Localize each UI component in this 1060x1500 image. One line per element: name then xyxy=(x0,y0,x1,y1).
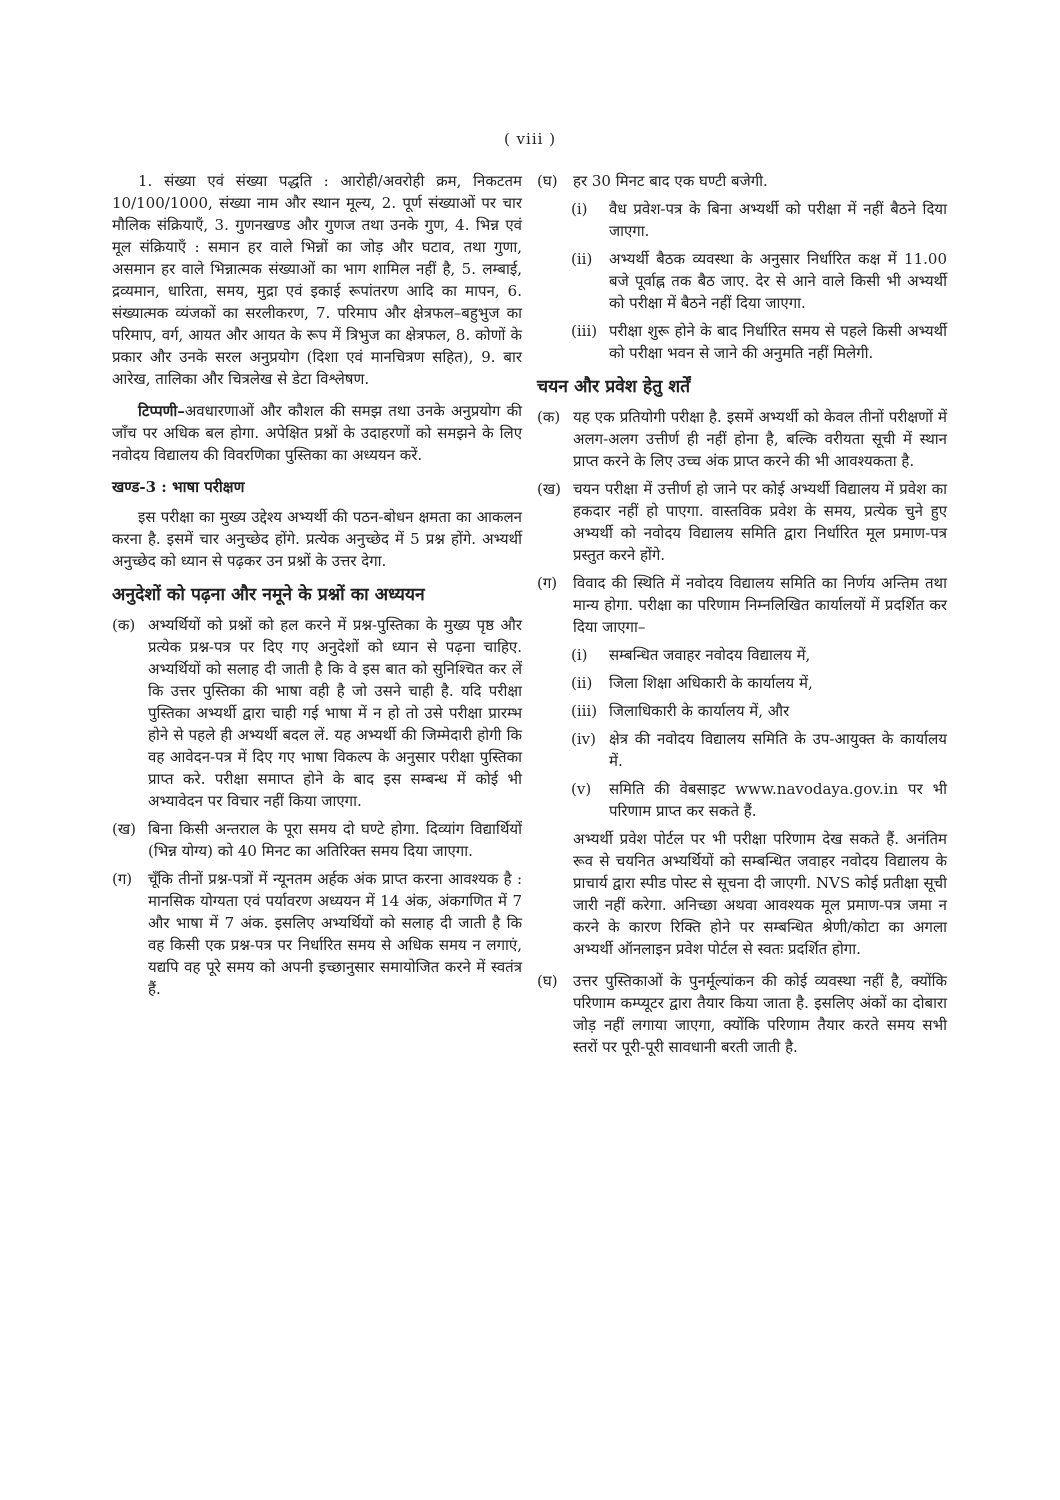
item-text: विवाद की स्थिति में नवोदय विद्यालय समिति का निर्णय अन्तिम तथा मान्य होगा. परीक्षा का परिणाम निम्नलिखित कार्यालयों में प्रदर्शित कर दिया जाएगा– xyxy=(573,574,947,636)
item-marker: (घ) xyxy=(537,972,558,990)
right-column xyxy=(537,170,947,1064)
item-text: चूँकि तीनों प्रश्न-पत्रों में न्यूनतम अर्हक अंक प्राप्त करना आवश्यक है : मानसिक योग्यता एवं पर्यावरण अध्ययन में 14 अंक, अंकगणित में 7 और भाषा में 7 अंक. इसलिए अभ्यर्थियों को सलाह दी जाती है कि वह किसी एक प्रश्न-पत्र पर निर्धारित समय से अधिक समय न लगाएं, यद्यपि वह पूरे समय को अपनी इच्छानुसार समायोजित करने में स्वतंत्र हैं. xyxy=(148,870,522,998)
item-text: चयन परीक्षा में उत्तीर्ण हो जाने पर कोई अभ्यर्थी विद्यालय में प्रवेश का हकदार नहीं हो पाएगा. वास्तविक प्रवेश के समय, प्रत्येक चुने हुए अभ्यर्थी को नवोदय विद्यालय समिति द्वारा निर्धारित मूल प्रमाण-पत्र प्रस्तुत करने होंगे. xyxy=(573,480,947,564)
syllabus-paragraph: 1. संख्या एवं संख्या पद्धति : आरोही/अवरोही क्रम, निकटतम 10/100/1000, संख्या नाम और स्थान मूल्य, 2. पूर्ण संख्याओं पर चार मौलिक संक्रियाएँ, 3. गुणनखण्ड और गुणज तथा उनके गुण, 4. भिन्न एवं मूल संक्रियाएँ : समान हर वाले भिन्नों का जोड़ और घटाव, तथा गुणा, असमान हर वाले भिन्नात्मक संख्याओं का भाग शामिल नहीं है, 5. लम्बाई, द्रव्यमान, धारिता, समय, मुद्रा एवं इकाई रूपांतरण आदि का मापन, 6. संख्यात्मक व्यंजकों का सरलीकरण, 7. परिमाप और क्षेत्रफल–बहुभुज का परिमाप, वर्ग, आयत और आयत के रूप में त्रिभुज का क्षेत्रफल, 8. कोणों के प्रकार और उनके सरल अनुप्रयोग (दिशा एवं मानचित्रण सहित), 9. बार आरेख, तालिका और चित्रलेख से डेटा विश्लेषण. xyxy=(112,172,522,388)
item-marker: (ग) xyxy=(537,574,558,592)
item-marker: (ख) xyxy=(112,820,136,838)
item-marker: (क) xyxy=(112,616,136,634)
page-number: ( viii ) xyxy=(503,130,557,148)
conditions-heading: चयन और प्रवेश हेतु शर्तें xyxy=(537,377,691,397)
item-marker: (ग) xyxy=(112,870,133,888)
bell-item xyxy=(537,170,947,192)
sub-item xyxy=(571,728,947,772)
item-text: अभ्यर्थियों को प्रश्नों को हल करने में प्रश्न-पुस्तिका के मुख्य पृष्ठ और प्रत्येक प्रश्न-पत्र पर दिए गए अनुदेशों को ध्यान से पढ़ना चाहिए. अभ्यर्थियों को सलाह दी जाती है कि वे इस बात को सुनिश्चित कर लें कि उत्तर पुस्तिका की भाषा वही है जो उसने चाही है. यदि परीक्षा पुस्तिका अभ्यर्थी द्वारा चाही गई भाषा में न हो तो उसे परीक्षा प्रारम्भ होने से पहले ही अभ्यर्थी बदल लें. यह अभ्यर्थी की जिम्मेदारी होगी कि वह आवेदन-पत्र में दिए गए भाषा विकल्प के अनुसार परीक्षा पुस्तिका प्राप्त करे. परीक्षा समाप्त होने के बाद इस सम्बन्ध में कोई भी अभ्यावेदन पर विचार नहीं किया जाएगा. xyxy=(148,616,522,810)
instruction-item xyxy=(112,818,522,862)
sub-item xyxy=(571,320,947,364)
sub-text: समिति की वेबसाइट www.navodaya.gov.in पर भी परिणाम प्राप्त कर सकते हैं. xyxy=(609,780,947,820)
item-marker: (क) xyxy=(537,408,561,426)
item-text: उत्तर पुस्तिकाओं के पुनर्मूल्यांकन की कोई व्यवस्था नहीं है, क्योंकि परिणाम कम्प्यूटर द्वारा तैयार किया जाता है. इसलिए अंकों का दोबारा जोड़ नहीं लगाया जाएगा, क्योंकि परिणाम तैयार करते समय सभी स्तरों पर पूरी-पूरी सावधानी बरती जाती है. xyxy=(573,972,947,1056)
sub-item xyxy=(571,672,947,694)
sub-text: जिलाधिकारी के कार्यालय में, और xyxy=(609,702,790,720)
sub-marker: (ii) xyxy=(571,674,593,692)
section3-text: इस परीक्षा का मुख्य उद्देश्य अभ्यर्थी की पठन-बोधन क्षमता का आकलन करना है. इसमें चार अनुच्छेद होंगे. प्रत्येक अनुच्छेद में 5 प्रश्न होंगे. अभ्यर्थी अनुच्छेद को ध्यान से पढ़कर उन प्रश्नों के उत्तर देगा. xyxy=(112,508,522,570)
left-column xyxy=(112,170,522,1006)
item-text: बिना किसी अन्तराल के पूरा समय दो घण्टे होगा. दिव्यांग विद्यार्थियों (भिन्न योग्य) को 40 मिनट का अतिरिक्त समय दिया जाएगा. xyxy=(148,820,522,860)
condition-item xyxy=(537,572,947,638)
revaluation-item xyxy=(537,970,947,1058)
note-text: अवधारणाओं और कौशल की समझ तथा उनके अनुप्रयोग की जाँच पर अधिक बल होगा. अपेक्षित प्रश्नों के उदाहरणों को समझने के लिए नवोदय विद्यालय की विवरणिका पुस्तिका का अध्ययन करें. xyxy=(112,402,522,464)
instruction-item xyxy=(112,868,522,1000)
sub-marker: (iv) xyxy=(571,730,596,748)
portal-paragraph: अभ्यर्थी प्रवेश पोर्टल पर भी परीक्षा परिणाम देख सकते हैं. अनंतिम रूव से चयनित अभ्यर्थियों को सम्बन्धित जवाहर नवोदय विद्यालय के प्राचार्य द्वारा स्पीड पोस्ट से सूचना दी जाएगी. NVS कोई प्रतीक्षा सूची जारी नहीं करेगा. अनिच्छा अथवा आवश्यक मूल प्रमाण-पत्र जमा न करने के कारण रिक्ति होने पर सम्बन्धित श्रेणी/कोटा का अगला अभ्यर्थी ऑनलाइन प्रवेश पोर्टल से स्वतः प्रदर्शित होगा. xyxy=(573,830,947,958)
sub-marker: (ii) xyxy=(571,250,593,268)
sub-text: क्षेत्र की नवोदय विद्यालय समिति के उप-आयुक्त के कार्यालय में. xyxy=(609,730,947,770)
sub-item xyxy=(571,778,947,822)
sub-text: परीक्षा शुरू होने के बाद निर्धारित समय से पहले किसी अभ्यर्थी को परीक्षा भवन से जाने की अनुमति नहीं मिलेगी. xyxy=(609,322,947,362)
sub-marker: (v) xyxy=(571,780,592,798)
sub-text: वैध प्रवेश-पत्र के बिना अभ्यर्थी को परीक्षा में नहीं बैठने दिया जाएगा. xyxy=(609,200,947,240)
note-paragraph xyxy=(112,400,522,466)
item-text: हर 30 मिनट बाद एक घण्टी बजेगी. xyxy=(573,172,768,190)
item-marker: (घ) xyxy=(537,172,558,190)
item-text: यह एक प्रतियोगी परीक्षा है. इसमें अभ्यर्थी को केवल तीनों परीक्षणों में अलग-अलग उत्तीर्ण ही नहीं होना है, बल्कि वरीयता सूची में स्थान प्राप्त करने के लिए उच्च अंक प्राप्त करने की भी आवश्यकता है. xyxy=(573,408,947,470)
sub-text: सम्बन्धित जवाहर नवोदय विद्यालय में, xyxy=(609,646,811,664)
condition-item xyxy=(537,406,947,472)
note-label: टिप्पणी– xyxy=(138,402,185,420)
condition-item xyxy=(537,478,947,566)
sub-marker: (iii) xyxy=(571,702,598,720)
section3-heading: खण्ड-3 : भाषा परीक्षण xyxy=(112,478,245,496)
sub-text: अभ्यर्थी बैठक व्यवस्था के अनुसार निर्धारित कक्ष में 11.00 बजे पूर्वाह्न तक बैठ जाए. देर से आने वाले किसी भी अभ्यर्थी को परीक्षा में बैठने नहीं दिया जाएगा. xyxy=(609,250,947,312)
instruction-item xyxy=(112,614,522,812)
sub-item xyxy=(571,700,947,722)
item-marker: (ख) xyxy=(537,480,561,498)
sub-marker: (i) xyxy=(571,646,588,664)
sub-text: जिला शिक्षा अधिकारी के कार्यालय में, xyxy=(609,674,813,692)
offices-list xyxy=(571,644,947,822)
sub-marker: (i) xyxy=(571,200,588,218)
sub-marker: (iii) xyxy=(571,322,598,340)
sub-item xyxy=(571,198,947,242)
sub-item xyxy=(571,248,947,314)
exam-rules-list xyxy=(571,198,947,364)
sub-item xyxy=(571,644,947,666)
instructions-heading: अनुदेशों को पढ़ना और नमूने के प्रश्नों का अध्ययन xyxy=(112,585,425,605)
